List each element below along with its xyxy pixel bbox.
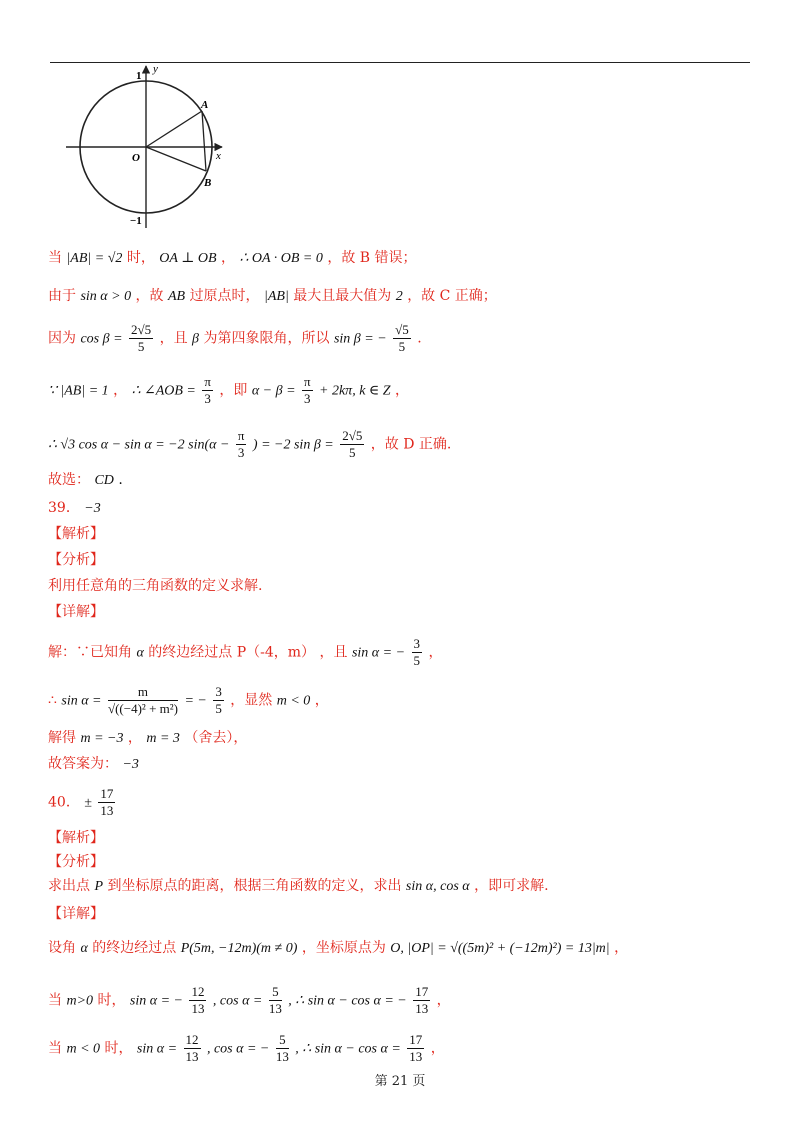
fraction: $\frac{17}{13}$ bbox=[409, 1032, 423, 1064]
text: 由于 bbox=[48, 288, 76, 304]
math: m = 3 bbox=[146, 731, 180, 746]
text: ，坐标原点为 bbox=[301, 940, 386, 956]
fraction: $\frac{17}{13}$ bbox=[100, 786, 114, 818]
label-y: y bbox=[153, 63, 158, 75]
math: , ∴ sin α − cos α = − bbox=[288, 993, 407, 1009]
text: ， bbox=[430, 1040, 445, 1057]
math: CD bbox=[94, 473, 114, 488]
answer: −3 bbox=[84, 501, 101, 516]
question-number: 39． bbox=[48, 500, 80, 516]
math: 2 bbox=[395, 289, 403, 304]
text: ， bbox=[395, 382, 410, 399]
label-a: A bbox=[201, 99, 209, 111]
segment-ob bbox=[146, 147, 206, 171]
fraction: $\frac{3}{5}$ bbox=[413, 636, 421, 668]
math: sin β = − bbox=[333, 331, 387, 347]
math: |AB| = √2 bbox=[66, 251, 123, 266]
label-o: O bbox=[132, 152, 140, 164]
page-number: 第 21 页 bbox=[374, 1074, 426, 1089]
fraction: $\frac{2√5}{5}$ bbox=[342, 428, 363, 460]
math: + 2kπ, k ∈ Z bbox=[319, 383, 391, 399]
math: sin α, cos α bbox=[405, 879, 470, 894]
math: ∴ OA · OB = 0 bbox=[239, 251, 323, 266]
math: sin α > 0 bbox=[80, 289, 132, 304]
math: AB bbox=[168, 289, 186, 304]
math: sin α = bbox=[61, 693, 102, 709]
q39-analysis: 利用任意角的三角函数的定义求解. bbox=[48, 578, 263, 594]
text: ， bbox=[436, 992, 451, 1009]
text: 到坐标原点的距离，根据三角函数的定义，求出 bbox=[107, 878, 402, 894]
text: 解：∵已知角 bbox=[48, 644, 132, 661]
math: , ∴ sin α − cos α = bbox=[295, 1041, 401, 1057]
text: ，故 C 正确； bbox=[407, 288, 497, 304]
fraction: $\frac{5}{13}$ bbox=[268, 984, 282, 1016]
fraction: $\frac{m}{\text{√((−4)² + m²)}}$ bbox=[107, 684, 178, 716]
line-option-d bbox=[48, 428, 451, 461]
text: . bbox=[118, 472, 123, 488]
line-cos-beta bbox=[48, 322, 422, 355]
fraction: $\frac{√5}{5}$ bbox=[395, 322, 409, 354]
fraction: $\frac{\pi}{3}$ bbox=[237, 428, 245, 460]
math: P bbox=[94, 879, 104, 894]
math: cos β = bbox=[80, 331, 123, 347]
text: 故选： bbox=[48, 472, 90, 488]
tick-top: 1 bbox=[136, 70, 142, 82]
math: |AB| bbox=[264, 289, 289, 304]
math: P（-4，m） bbox=[236, 644, 316, 661]
text: ，即 bbox=[219, 382, 248, 399]
math: sin α = − bbox=[129, 993, 184, 1009]
math: α bbox=[80, 941, 88, 956]
text: ， bbox=[113, 382, 128, 399]
math: P(5m, −12m)(m ≠ 0) bbox=[180, 941, 298, 956]
line-option-c bbox=[48, 286, 497, 307]
text: 的终边经过点 bbox=[148, 644, 233, 661]
math: , cos α = bbox=[212, 993, 263, 1009]
q40-header bbox=[48, 786, 117, 819]
text: 当 bbox=[48, 250, 62, 266]
text: 当 bbox=[48, 992, 62, 1009]
math: m = −3 bbox=[80, 731, 124, 746]
q39-line3 bbox=[48, 728, 247, 749]
text: ， bbox=[428, 644, 443, 661]
q40-analysis bbox=[48, 876, 549, 897]
q39-line4 bbox=[48, 754, 139, 775]
text: 求出点 bbox=[48, 878, 90, 894]
text: 时， bbox=[104, 1040, 133, 1057]
text: ， bbox=[614, 940, 629, 956]
text: 故答案为： bbox=[48, 756, 118, 772]
text: 时， bbox=[97, 992, 126, 1009]
text: 为第四象限角，所以 bbox=[203, 330, 330, 347]
q39-jiexi: 【解析】 bbox=[48, 526, 104, 542]
fraction: $\frac{3}{5}$ bbox=[215, 684, 222, 716]
text: ， bbox=[127, 730, 142, 746]
math: O, |OP| = √((5m)² + (−12m)²) = 13|m| bbox=[390, 941, 610, 956]
segment-oa bbox=[146, 111, 202, 147]
math: sin α = − bbox=[351, 645, 406, 661]
text: 最大且最大值为 bbox=[293, 288, 392, 304]
fraction: $\frac{12}{13}$ bbox=[191, 984, 205, 1016]
text: ，故 B 错误； bbox=[327, 250, 417, 266]
math: α bbox=[136, 645, 144, 661]
text: ， bbox=[314, 692, 329, 709]
q40-line2 bbox=[48, 984, 451, 1017]
q40-line1 bbox=[48, 938, 628, 959]
answer-sign: ± bbox=[84, 795, 92, 811]
text: ， bbox=[221, 250, 235, 266]
text: ，且 bbox=[159, 330, 188, 347]
math: sin α = bbox=[136, 1041, 178, 1057]
q40-fenxi: 【分析】 bbox=[48, 854, 104, 870]
fraction: $\frac{12}{13}$ bbox=[185, 1032, 199, 1064]
q40-jiexi: 【解析】 bbox=[48, 830, 104, 846]
text: ，且 bbox=[319, 644, 348, 661]
q39-line1 bbox=[48, 636, 442, 669]
text: ∴ bbox=[48, 692, 57, 709]
q39-fenxi: 【分析】 bbox=[48, 552, 104, 568]
q39-line2 bbox=[48, 684, 329, 717]
text: ，即可求解. bbox=[474, 878, 549, 894]
math: ∴ √3 cos α − sin α = −2 sin(α − bbox=[48, 437, 230, 453]
math: = − bbox=[184, 693, 207, 709]
label-x: x bbox=[216, 150, 221, 162]
q39-header bbox=[48, 498, 101, 519]
math: ∴ ∠AOB = bbox=[131, 383, 196, 399]
math: ∵ |AB| = 1 bbox=[48, 383, 109, 399]
text: 过原点时， bbox=[189, 288, 260, 304]
text: 当 bbox=[48, 1040, 62, 1057]
q39-xiangjie: 【详解】 bbox=[48, 604, 104, 620]
text: 时， bbox=[126, 250, 155, 266]
text: ，显然 bbox=[230, 692, 273, 709]
fraction: $\frac{\pi}{3}$ bbox=[303, 374, 311, 406]
math: ) = −2 sin β = bbox=[252, 437, 334, 453]
text: . bbox=[417, 330, 422, 347]
unit-circle-figure bbox=[62, 62, 242, 232]
math: , cos α = − bbox=[206, 1041, 270, 1057]
q40-line3 bbox=[48, 1032, 445, 1065]
line-answer-cd bbox=[48, 470, 123, 491]
math: m < 0 bbox=[276, 693, 311, 709]
q40-xiangjie: 【详解】 bbox=[48, 906, 104, 922]
math: m < 0 bbox=[66, 1041, 101, 1057]
math: m>0 bbox=[66, 993, 94, 1009]
question-number: 40． bbox=[48, 794, 80, 811]
text: ，故 D 正确. bbox=[370, 436, 452, 453]
math: α − β = bbox=[251, 383, 296, 399]
text: （舍去）， bbox=[184, 730, 248, 746]
fraction: $\frac{17}{13}$ bbox=[415, 984, 429, 1016]
line-angle-aob bbox=[48, 374, 409, 407]
text: ，故 bbox=[135, 288, 164, 304]
fraction: $\frac{\pi}{3}$ bbox=[204, 374, 211, 406]
text: 设角 bbox=[48, 940, 76, 956]
text: 的终边经过点 bbox=[92, 940, 177, 956]
label-b: B bbox=[204, 177, 212, 189]
math: β bbox=[192, 331, 200, 347]
fraction: $\frac{2√5}{5}$ bbox=[131, 322, 152, 354]
line-ab-sqrt2 bbox=[48, 248, 417, 269]
math: −3 bbox=[122, 757, 139, 772]
text: 解得 bbox=[48, 730, 76, 746]
math: OA ⊥ OB bbox=[159, 251, 217, 266]
fraction: $\frac{5}{13}$ bbox=[275, 1032, 289, 1064]
text: 因为 bbox=[48, 330, 76, 347]
tick-bottom: −1 bbox=[130, 215, 142, 227]
